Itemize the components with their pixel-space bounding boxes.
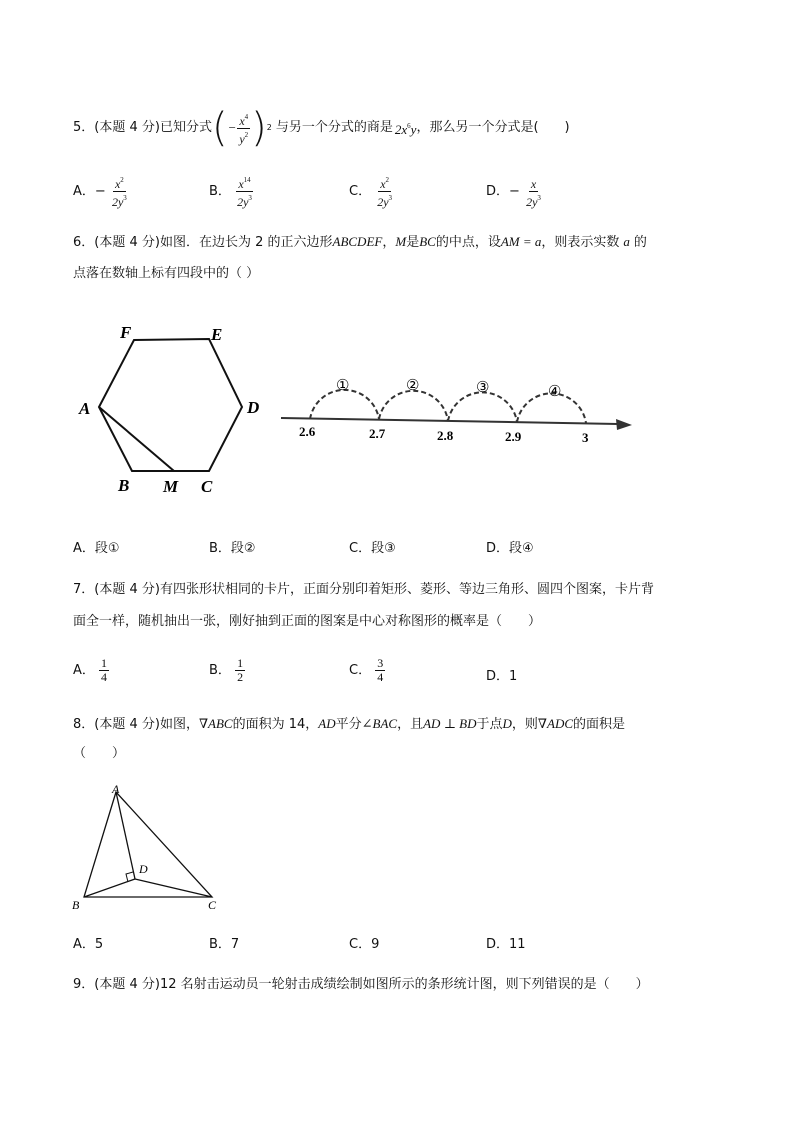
label-a: A <box>79 399 91 418</box>
label-b: B <box>118 476 130 495</box>
label-d: D <box>139 862 148 876</box>
segment-4-label: ④ <box>548 384 562 400</box>
segment-dc <box>135 879 212 897</box>
label-f: F <box>120 323 132 342</box>
label-d: D <box>247 398 260 417</box>
question-6-line-1: 6．(本题 4 分)如图．在边长为 2 的正六边形ABCDEF，M是BC的中点，设AM = a，则表示实数 a 的 <box>73 234 647 250</box>
q8-option-c[interactable]: C．9 <box>349 937 380 952</box>
q6-option-b[interactable]: B．段② <box>209 541 256 556</box>
q5-middle: 与另一个分式的商是 <box>275 120 393 135</box>
q5-option-c[interactable]: C． $\frac{x^2}{2y^3}$ <box>349 176 393 209</box>
q8-option-d[interactable]: D．11 <box>486 937 526 952</box>
q5-fraction: $\frac{x^4}{y^2}$ <box>239 112 249 146</box>
question-5: 5．(本题 4 分)已知分式 ( − $\frac{x^4}{y^2}$ ) 2 与另一个分式的商是 $2x^6y$ ，那么另一个分式是( ) <box>73 105 570 151</box>
label-a: A <box>112 782 120 796</box>
triangle-abc <box>84 792 212 897</box>
tick-2-6: 2.6 <box>299 424 316 439</box>
segment-bd <box>84 879 135 897</box>
label-e: E <box>211 325 223 344</box>
q5-prefix: 5．(本题 4 分)已知分式 <box>73 120 212 135</box>
q7-option-b[interactable]: B． $\frac{1}{2}$ <box>209 656 244 684</box>
arc-segment-3 <box>448 392 517 422</box>
q8-option-a[interactable]: A．5 <box>73 937 104 952</box>
segment-am <box>99 407 174 471</box>
left-paren: ( <box>211 105 228 151</box>
q7-option-c[interactable]: C． $\frac{3}{4}$ <box>349 656 384 684</box>
segment-2-label: ② <box>406 378 420 394</box>
question-6-line-2: 点落在数轴上标有四段中的（ ） <box>73 266 260 281</box>
q5-outer-exponent: 2 <box>266 123 272 132</box>
q5-option-b[interactable]: B． $\frac{x^{14}}{2y^3}$ <box>209 176 252 209</box>
segment-3-label: ③ <box>476 380 490 396</box>
q5-product: $2x^6y$ <box>394 122 417 137</box>
label-m: M <box>163 477 179 496</box>
tick-3: 3 <box>582 430 589 445</box>
q6-option-c[interactable]: C．段③ <box>349 541 396 556</box>
q7-option-d[interactable]: D．1 <box>486 669 518 684</box>
label-c: C <box>201 477 213 496</box>
label-b: B <box>72 898 80 912</box>
question-9: 9．(本题 4 分)12 名射击运动员一轮射击成绩绘制如图所示的条形统计图，则下列错误的是（ ） <box>73 977 649 992</box>
number-line <box>281 418 618 424</box>
right-paren: ) <box>251 105 267 151</box>
q5-option-d[interactable]: D．− $\frac{x}{2y^3}$ <box>486 174 543 209</box>
number-line-arrow <box>616 419 632 430</box>
q8-figure <box>68 780 228 915</box>
question-7-line-1: 7．(本题 4 分)有四张形状相同的卡片，正面分别印着矩形、菱形、等边三角形、圆四个图案，卡片背 <box>73 582 654 597</box>
segment-ad <box>116 792 135 879</box>
q5-suffix: ，那么另一个分式是( ) <box>416 120 570 135</box>
arc-segment-1 <box>310 390 379 419</box>
q7-option-a[interactable]: A． $\frac{1}{4}$ <box>73 656 108 684</box>
hexagon-shape <box>99 339 242 471</box>
segment-1-label: ① <box>336 378 350 394</box>
q6-figure <box>70 315 650 500</box>
label-c: C <box>208 898 217 912</box>
question-8-line-1: 8．(本题 4 分)如图，∇ABC的面积为 14，AD平分∠BAC，且AD ⊥ BD于点D，则∇ADC的面积是 <box>73 716 626 732</box>
question-8-line-2: （ ） <box>73 746 126 761</box>
q8-option-b[interactable]: B．7 <box>209 937 240 952</box>
q6-option-a[interactable]: A．段① <box>73 541 120 556</box>
tick-2-7: 2.7 <box>369 426 386 441</box>
question-7-line-2: 面全一样，随机抽出一张，刚好抽到正面的图案是中心对称图形的概率是（ ） <box>73 614 542 629</box>
q6-option-d[interactable]: D．段④ <box>486 541 534 556</box>
tick-2-8: 2.8 <box>437 428 454 443</box>
q5-option-a[interactable]: A．− $\frac{x^2}{2y^3}$ <box>73 176 127 209</box>
arc-segment-2 <box>379 391 448 421</box>
tick-2-9: 2.9 <box>505 429 522 444</box>
